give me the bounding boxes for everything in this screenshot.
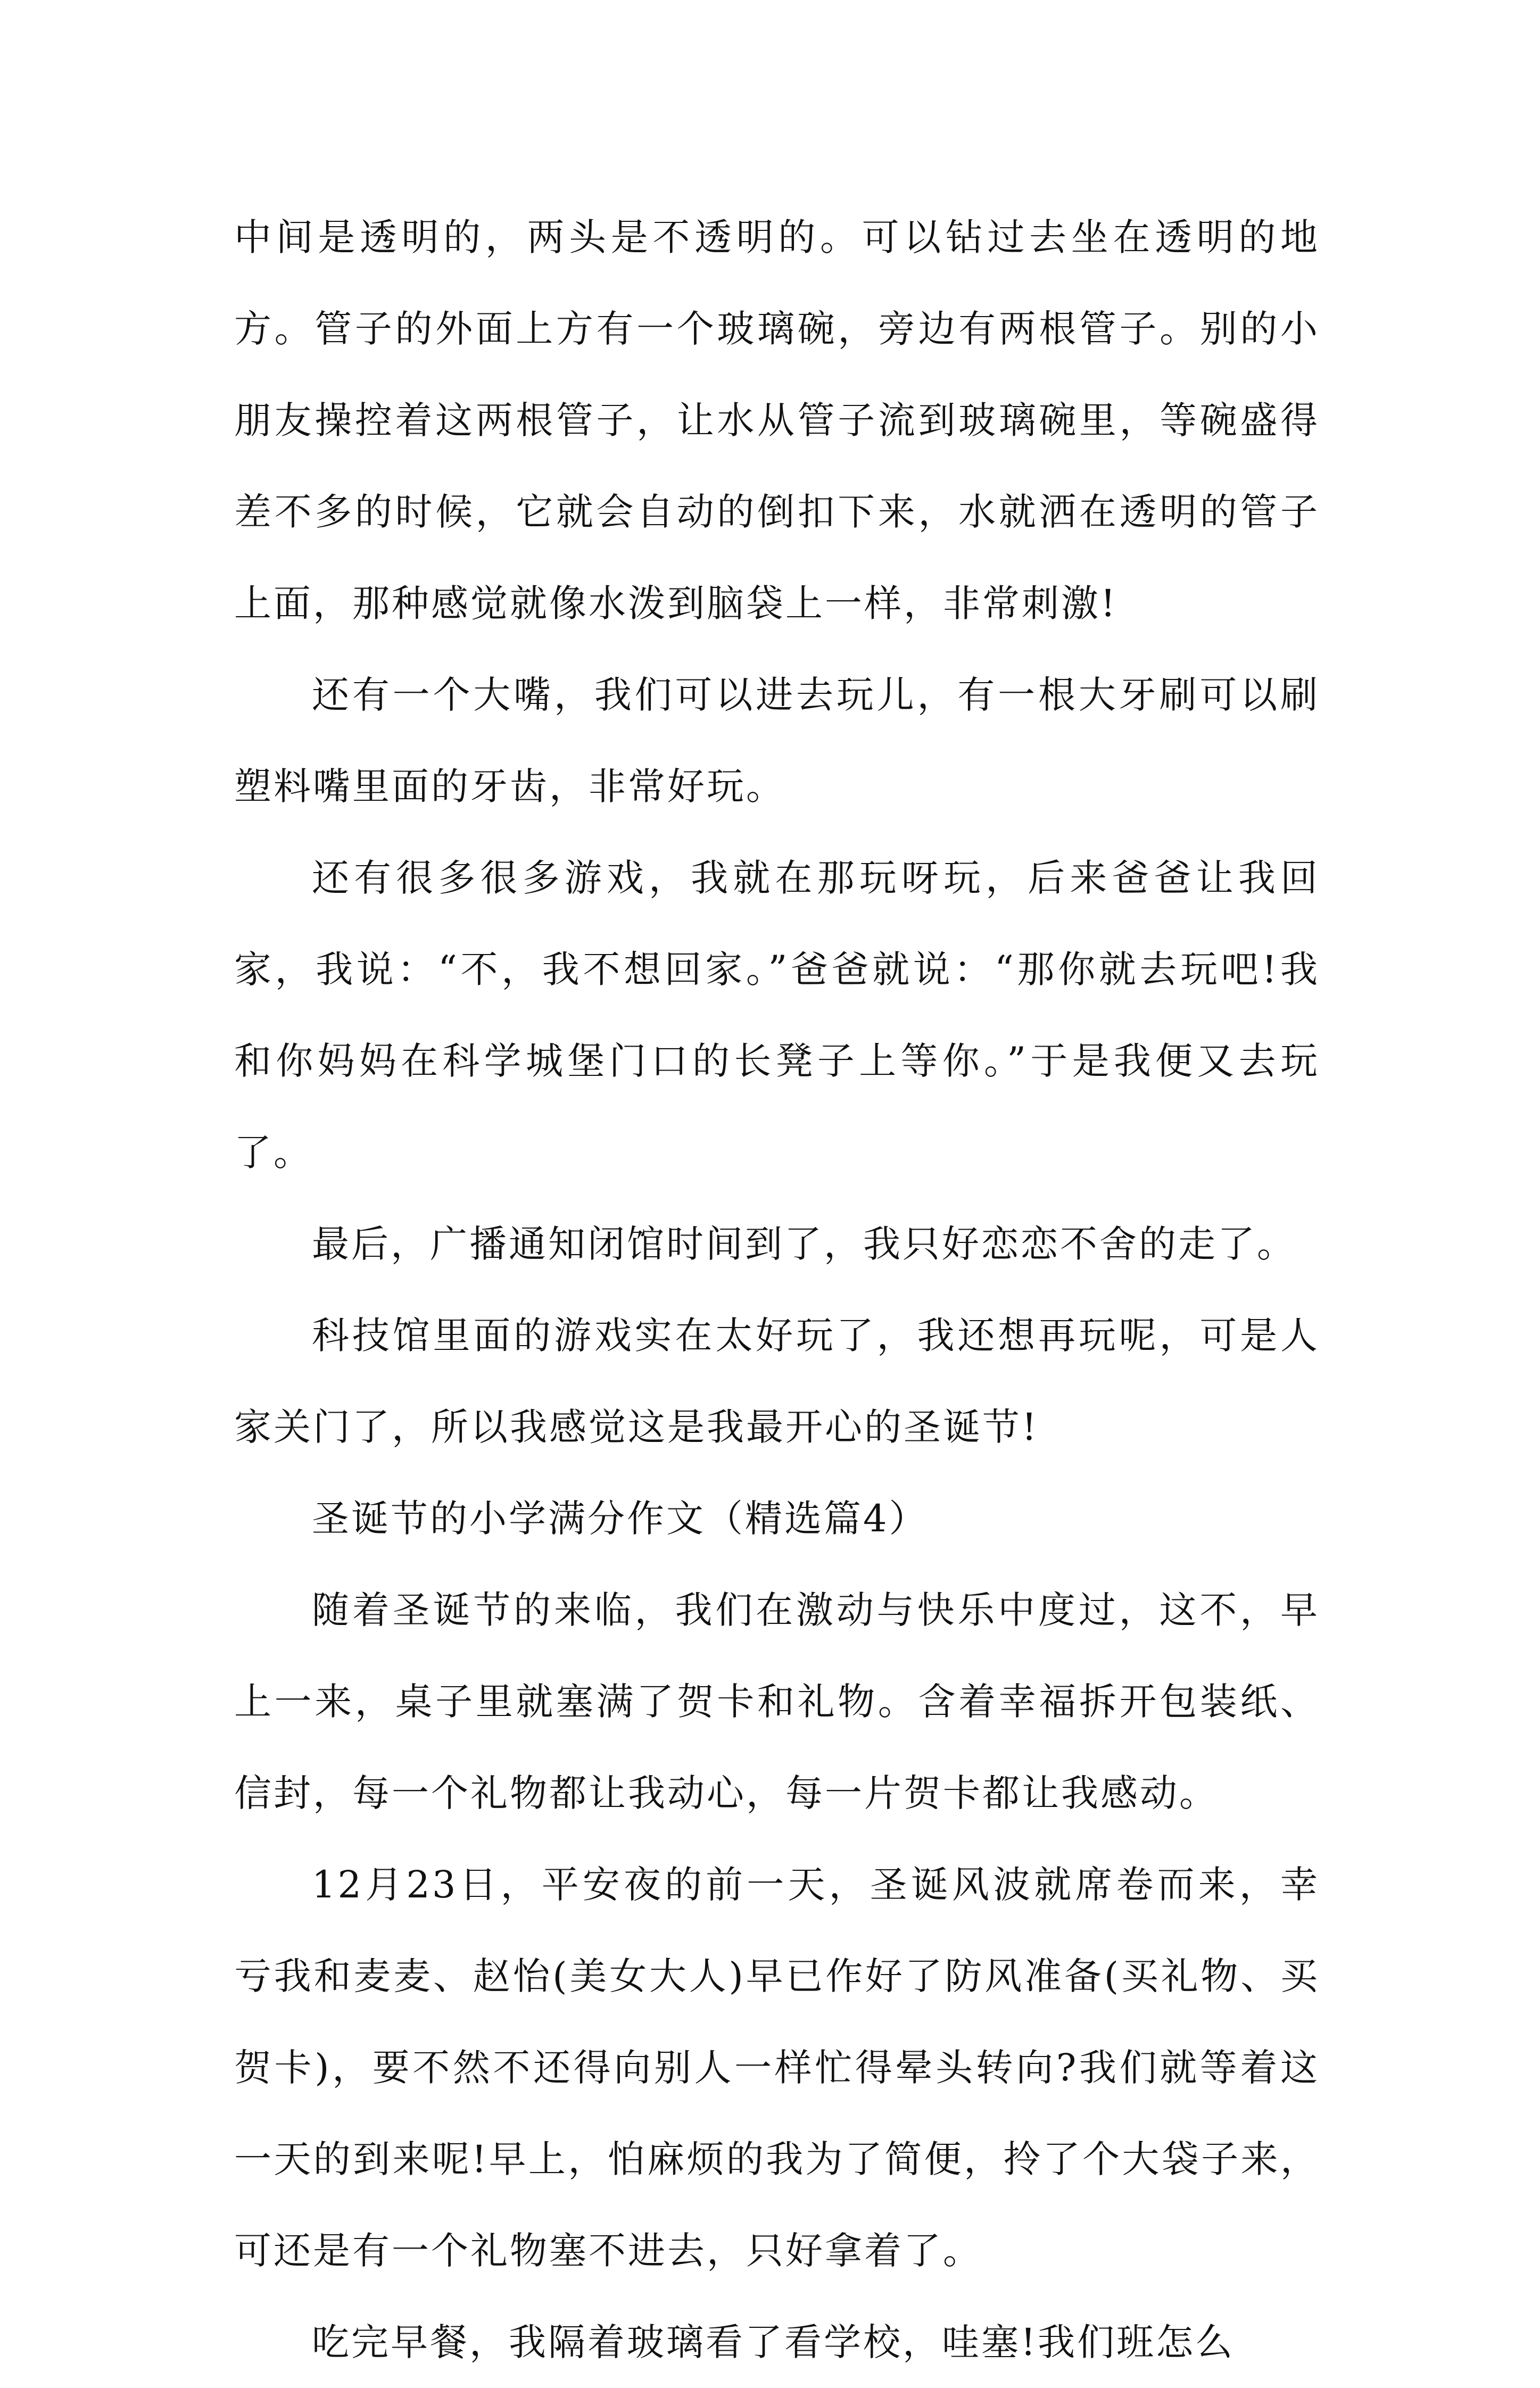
paragraph-6: 随着圣诞节的来临，我们在激动与快乐中度过，这不，早上一来，桌子里就塞满了贺卡和礼物。含着幸福拆开包装纸、信封，每一个礼物都让我动心，每一片贺卡都让我感动。 (234, 1588, 1320, 1815)
paragraph-3: 还有很多很多游戏，我就在那玩呀玩，后来爸爸让我回家，我说：“不，我不想回家。”爸爸就说：“那你就去玩吧!我和你妈妈在科学城堡门口的长凳子上等你。”于是我便又去玩了。 (234, 856, 1320, 1174)
document-body (234, 192, 1320, 2388)
paragraph-2: 还有一个大嘴，我们可以进去玩儿，有一根大牙刷可以刷塑料嘴里面的牙齿，非常好玩。 (234, 673, 1320, 808)
paragraph-8: 吃完早餐，我隔着玻璃看了看学校，哇塞!我们班怎么 (312, 2320, 1235, 2364)
paragraph-5: 科技馆里面的游戏实在太好玩了，我还想再玩呢，可是人家关门了，所以我感觉这是我最开心的圣诞节! (234, 1314, 1320, 1449)
paragraph-1: 中间是透明的，两头是不透明的。可以钻过去坐在透明的地方。管子的外面上方有一个玻璃碗，旁边有两根管子。别的小朋友操控着这两根管子，让水从管子流到玻璃碗里，等碗盛得差不多的时候，它就会自动的倒扣下来，水就洒在透明的管子上面，那种感觉就像水泼到脑袋上一样，非常刺激! (234, 215, 1320, 625)
paragraph-4: 最后，广播通知闭馆时间到了，我只好恋恋不舍的走了。 (312, 1222, 1296, 1266)
paragraph-7: 12月23日，平安夜的前一天，圣诞风波就席卷而来，幸亏我和麦麦、赵怡(美女大人)早已作好了防风准备(买礼物、买贺卡)，要不然不还得向别人一样忙得晕头转向?我们就等着这一天的到来呢!早上，怕麻烦的我为了简便，拎了个大袋子来，可还是有一个礼物塞不进去，只好拿着了。 (234, 1863, 1320, 2273)
section-heading: 圣诞节的小学满分作文（精选篇4） (312, 1497, 929, 1540)
